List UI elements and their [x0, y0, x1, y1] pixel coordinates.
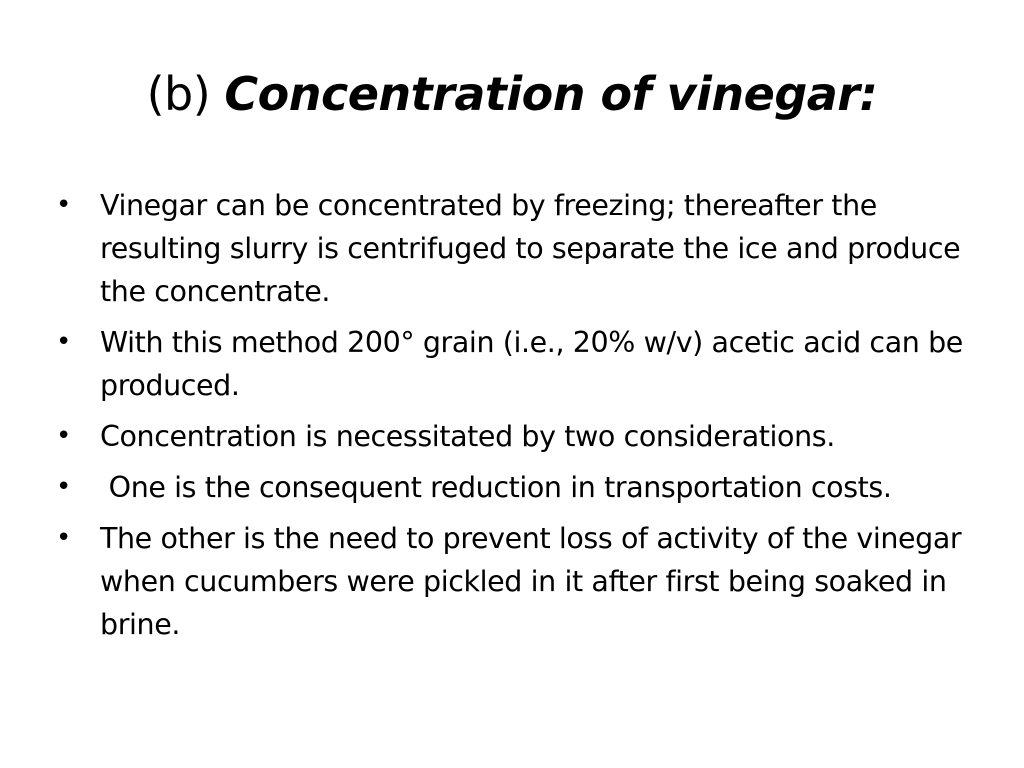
bullet-item	[56, 466, 976, 509]
slide-title-emphasis: Concentration of vinegar:	[224, 67, 878, 121]
bullet-icon: •	[56, 190, 71, 220]
bullet-item	[56, 184, 976, 313]
bullet-text: Vinegar can be concentrated by freezing; thereafter the resulting slurry is centrifuged to separate the ice and produce the concentrate.	[100, 189, 961, 308]
slide-title-prefix: (b)	[146, 67, 225, 121]
bullet-icon: •	[56, 472, 71, 502]
bullet-icon: •	[56, 421, 71, 451]
bullet-text: One is the consequent reduction in transportation costs.	[100, 471, 892, 504]
bullet-item	[56, 321, 976, 407]
bullet-icon: •	[56, 327, 71, 357]
bullet-icon: •	[56, 523, 71, 553]
bullet-text: Concentration is necessitated by two considerations.	[100, 420, 835, 453]
slide-title	[50, 62, 974, 126]
bullet-item	[56, 517, 976, 646]
bullet-text: The other is the need to prevent loss of activity of the vinegar when cucumbers were pickled in it after first being soaked in brine.	[100, 522, 962, 641]
bullet-item	[56, 415, 976, 458]
bullet-list	[56, 184, 976, 654]
bullet-text: With this method 200° grain (i.e., 20% w/v) acetic acid can be produced.	[100, 326, 963, 402]
